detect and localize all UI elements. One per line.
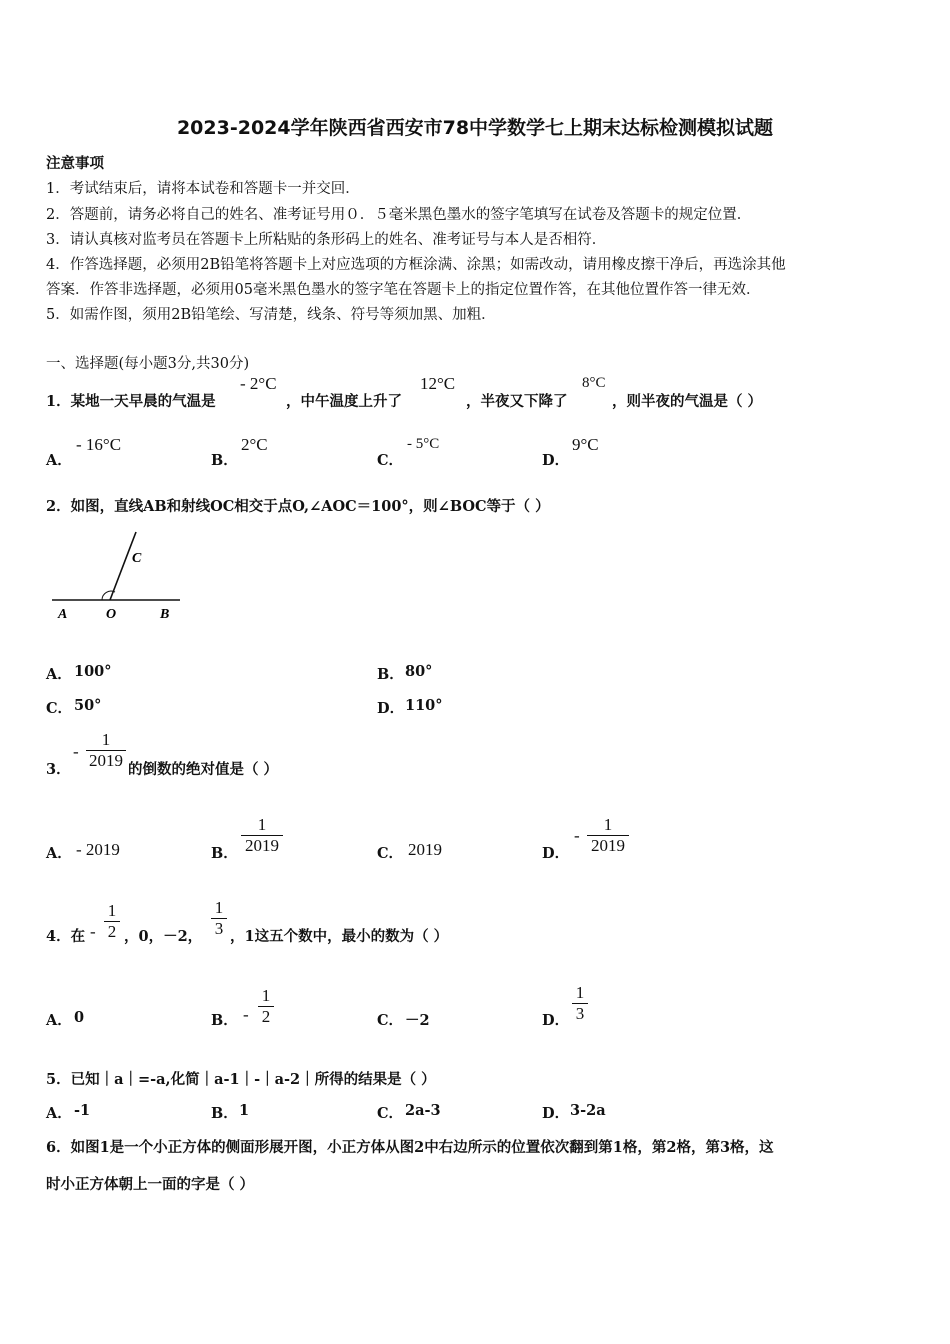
q2-option-d: 110° <box>405 697 443 714</box>
q4-fraction-1 <box>104 901 120 942</box>
notice-item: 5．如需作图，须用2B铅笔绘、写清楚，线条、符号等须加黑、加粗． <box>46 307 496 323</box>
q1-option-a-label: A． <box>46 452 72 469</box>
q1-math-2: 12°C <box>420 374 456 393</box>
q3-number: 3． <box>46 761 71 778</box>
q5-option-d: 3-2a <box>570 1102 606 1119</box>
q4-option-d-num: 1 <box>575 983 585 1002</box>
q3-option-a: - 2019 <box>76 840 120 859</box>
q3-option-a-label: A． <box>46 845 72 862</box>
q6-text-line-1: 6．如图1是一个小正方体的侧面形展开图，小正方体从图2中右边所示的位置依次翻到第1格，第2格，第3格，这 <box>46 1139 774 1156</box>
q2-figure <box>46 528 186 628</box>
q2-option-d-label: D． <box>377 700 405 717</box>
q4-f1-den: 2 <box>107 922 117 941</box>
q4-option-a: 0 <box>74 1009 85 1026</box>
point-a-label: A <box>58 607 68 622</box>
ray-oc <box>110 532 136 600</box>
q4-option-b-num: 1 <box>261 986 271 1005</box>
q2-text: 2．如图，直线AB和射线OC相交于点O,∠AOC＝100°，则∠BOC等于（ ） <box>46 498 550 515</box>
q5-option-b-label: B． <box>211 1105 238 1122</box>
q4-option-c-label: C． <box>377 1012 404 1029</box>
q5-option-c: 2a-3 <box>405 1102 441 1119</box>
q5-option-d-label: D． <box>542 1105 570 1122</box>
q3-option-b-num: 1 <box>257 815 267 834</box>
q1-text-4: ，则半夜的气温是（ ） <box>612 393 763 410</box>
point-c-label: C <box>132 551 142 566</box>
q3-option-d-num: 1 <box>603 815 613 834</box>
q1-text-3: ，半夜又下降了 <box>466 393 568 410</box>
q4-text-1: 4．在 <box>46 928 86 945</box>
q2-option-a-label: A． <box>46 666 72 683</box>
q3-option-c: 2019 <box>408 840 442 859</box>
q5-text: 5．已知｜a｜=-a,化简｜a-1｜-｜a-2｜所得的结果是（ ） <box>46 1071 436 1088</box>
q4-option-d-den: 3 <box>575 1004 585 1023</box>
q3-option-d-fraction <box>587 815 629 856</box>
q6-text-line-2: 时小正方体朝上一面的字是（ ） <box>46 1176 255 1193</box>
q1-text-1: 1．某地一天早晨的气温是 <box>46 393 216 410</box>
q4-option-b-minus: - <box>243 1005 249 1024</box>
q4-option-c: －2 <box>405 1012 430 1029</box>
q3-option-b-den: 2019 <box>245 836 279 855</box>
q2-option-a: 100° <box>74 663 112 680</box>
q4-option-b-fraction <box>258 986 274 1027</box>
q3-text: 的倒数的绝对值是（ ） <box>128 761 279 778</box>
q3-frac-den: 2019 <box>89 751 123 770</box>
q4-option-d-label: D． <box>542 1012 570 1029</box>
q3-option-c-label: C． <box>377 845 404 862</box>
notice-item: 3．请认真核对监考员在答题卡上所粘贴的条形码上的姓名、准考证号与本人是否相符． <box>46 232 607 248</box>
q4-text-2: ，0，－2， <box>124 928 203 945</box>
q5-option-c-label: C． <box>377 1105 404 1122</box>
q4-f2-den: 3 <box>214 919 224 938</box>
q1-math-3: 8°C <box>582 375 606 391</box>
q4-fraction-2 <box>211 898 227 939</box>
q1-option-b-label: B． <box>211 452 238 469</box>
q1-option-c-label: C． <box>377 452 404 469</box>
q3-frac-num: 1 <box>101 730 111 749</box>
q3-option-b-label: B． <box>211 845 238 862</box>
notice-item: 4．作答选择题，必须用2B铅笔将答题卡上对应选项的方框涂满、涂黑；如需改动，请用橡皮擦干净后，再选涂其他 <box>46 257 786 273</box>
q1-option-b: 2°C <box>241 435 268 454</box>
notice-item: 1．考试结束后，请将本试卷和答题卡一并交回． <box>46 181 360 197</box>
q3-option-d-den: 2019 <box>591 836 625 855</box>
q3-option-b-fraction <box>241 815 283 856</box>
q3-option-d-minus: - <box>574 826 580 845</box>
q4-option-b-den: 2 <box>261 1007 271 1026</box>
q3-option-d-label: D． <box>542 845 570 862</box>
q2-option-c: 50° <box>74 697 102 714</box>
q1-math-1: - 2°C <box>240 374 277 393</box>
notice-heading: 注意事项 <box>46 155 104 172</box>
q3-minus: - <box>73 742 79 761</box>
q2-option-c-label: C． <box>46 700 73 717</box>
q1-option-d-label: D． <box>542 452 570 469</box>
q1-option-d: 9°C <box>572 435 599 454</box>
notice-item: 2．答题前，请务必将自己的姓名、准考证号用０．５毫米黑色墨水的签字笔填写在试卷及答题卡的规定位置． <box>46 207 752 223</box>
q3-fraction <box>86 730 126 771</box>
q4-option-d-fraction <box>572 983 588 1024</box>
q5-option-b: 1 <box>239 1102 250 1119</box>
q4-minus: - <box>90 922 96 941</box>
section-heading: 一、选择题(每小题3分,共30分) <box>46 356 250 372</box>
q1-text-2: ，中午温度上升了 <box>286 393 402 410</box>
q2-option-b-label: B． <box>377 666 404 683</box>
q4-option-b-label: B． <box>211 1012 238 1029</box>
page-title: 2023-2024学年陕西省西安市78中学数学七上期末达标检测模拟试题 <box>176 117 774 139</box>
q4-option-a-label: A． <box>46 1012 72 1029</box>
q4-f1-num: 1 <box>107 901 117 920</box>
notice-item: 答案．作答非选择题，必须用05毫米黑色墨水的签字笔在答题卡上的指定位置作答，在其他位置作答一律无效． <box>46 282 761 298</box>
q2-option-b: 80° <box>405 663 433 680</box>
point-o-label: O <box>106 607 117 622</box>
q5-option-a-label: A． <box>46 1105 72 1122</box>
q5-option-a: -1 <box>74 1102 91 1119</box>
point-b-label: B <box>160 607 170 622</box>
q4-text-3: ，1这五个数中，最小的数为（ ） <box>230 928 449 945</box>
q4-f2-num: 1 <box>214 898 224 917</box>
q1-option-a: - 16°C <box>76 435 122 454</box>
q1-option-c: - 5°C <box>407 436 440 452</box>
